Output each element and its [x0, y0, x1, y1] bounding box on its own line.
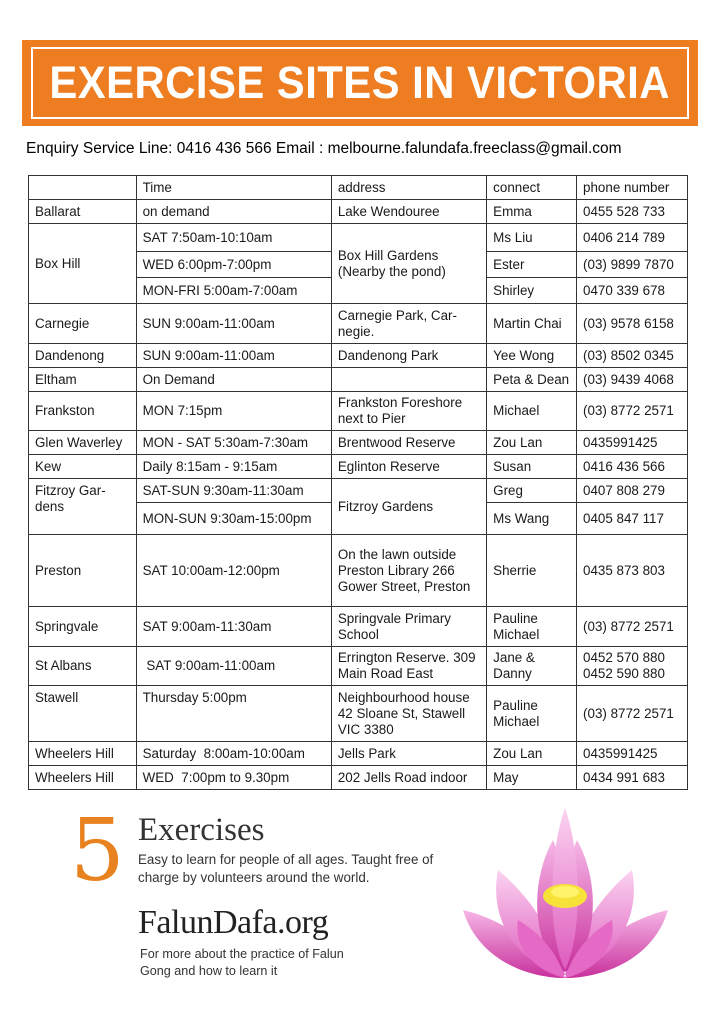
site-cell: Wheelers Hill [29, 742, 137, 766]
time-cell: SUN 9:00am-11:00am [136, 304, 331, 344]
site-cell: Kew [29, 455, 137, 479]
site-cell: St Albans [29, 647, 137, 686]
table-row [29, 344, 688, 368]
contact-cell: Susan [487, 455, 577, 479]
phone-cell: 0405 847 117 [577, 503, 688, 535]
phone-cell: (03) 8502 0345 [577, 344, 688, 368]
title-banner [22, 40, 698, 126]
contact-cell: Peta & Dean [487, 368, 577, 392]
table-row [29, 607, 688, 647]
title-banner-border [31, 47, 689, 119]
falundafa-site-description: For more about the practice of Falun Gong and how to learn it [140, 947, 344, 978]
phone-cell: 0435 873 803 [577, 535, 688, 607]
address-cell: Fitzroy Gardens [331, 479, 486, 535]
contact-cell: Ester [487, 252, 577, 278]
table-row [29, 224, 688, 252]
contact-cell: Sherrie [487, 535, 577, 607]
contact-cell: Zou Lan [487, 742, 577, 766]
site-cell: Springvale [29, 607, 137, 647]
table-row [29, 535, 688, 607]
address-cell: Neighbourhood house 42 Sloane St, Stawell VIC 3380 [331, 686, 486, 742]
phone-cell: 0435991425 [577, 431, 688, 455]
address-cell: Eglinton Reserve [331, 455, 486, 479]
site-cell: Box Hill [29, 224, 137, 304]
address-cell: Errington Reserve. 309 Main Road East [331, 647, 486, 686]
time-cell: On Demand [136, 368, 331, 392]
site-cell: Frankston [29, 392, 137, 431]
site-cell: Glen Waverley [29, 431, 137, 455]
time-cell: MON 7:15pm [136, 392, 331, 431]
phone-cell: 0435991425 [577, 742, 688, 766]
site-cell: Dandenong [29, 344, 137, 368]
table-row [29, 304, 688, 344]
phone-cell: (03) 9439 4068 [577, 368, 688, 392]
table-row [29, 479, 688, 503]
table-row [29, 455, 688, 479]
header-cell: Time [136, 176, 331, 200]
contact-cell: Greg [487, 479, 577, 503]
time-cell: SAT 7:50am-10:10am [136, 224, 331, 252]
address-cell: Frankston Foreshore next to Pier [331, 392, 486, 431]
table-row [29, 431, 688, 455]
address-cell: Dandenong Park [331, 344, 486, 368]
time-cell: SAT 9:00am-11:30am [136, 607, 331, 647]
phone-cell: 0452 570 880 0452 590 880 [577, 647, 688, 686]
phone-cell: 0416 436 566 [577, 455, 688, 479]
contact-cell: Emma [487, 200, 577, 224]
time-cell: MON - SAT 5:30am-7:30am [136, 431, 331, 455]
contact-cell: Ms Wang [487, 503, 577, 535]
contact-cell: Pauline Michael [487, 607, 577, 647]
contact-cell: Zou Lan [487, 431, 577, 455]
phone-cell: 0406 214 789 [577, 224, 688, 252]
time-cell: MON-SUN 9:30am-15:00pm [136, 503, 331, 535]
phone-cell: 0470 339 678 [577, 278, 688, 304]
table-row [29, 742, 688, 766]
phone-cell: 0455 528 733 [577, 200, 688, 224]
enquiry-line: Enquiry Service Line: 0416 436 566 Email : melbourne.falundafa.freeclass@gmail.com [26, 140, 622, 157]
contact-cell: Pauline Michael [487, 686, 577, 742]
time-cell: SAT-SUN 9:30am-11:30am [136, 479, 331, 503]
time-cell: Daily 8:15am - 9:15am [136, 455, 331, 479]
page-title: EXERCISE SITES IN VICTORIA [49, 57, 671, 108]
time-cell: Saturday 8:00am-10:00am [136, 742, 331, 766]
contact-cell: Shirley [487, 278, 577, 304]
phone-cell: (03) 8772 2571 [577, 607, 688, 647]
time-cell: WED 6:00pm-7:00pm [136, 252, 331, 278]
table-row [29, 686, 688, 742]
table-row [29, 647, 688, 686]
contact-cell: May [487, 766, 577, 790]
phone-cell: (03) 8772 2571 [577, 686, 688, 742]
time-cell: WED 7:00pm to 9.30pm [136, 766, 331, 790]
phone-cell: 0407 808 279 [577, 479, 688, 503]
time-cell: MON-FRI 5:00am-7:00am [136, 278, 331, 304]
contact-cell: Michael [487, 392, 577, 431]
contact-cell: Yee Wong [487, 344, 577, 368]
time-cell: SUN 9:00am-11:00am [136, 344, 331, 368]
time-cell: Thursday 5:00pm [136, 686, 331, 742]
address-cell: Brentwood Reserve [331, 431, 486, 455]
site-cell: Stawell [29, 686, 137, 742]
header-cell: connect [487, 176, 577, 200]
address-cell: 202 Jells Road indoor [331, 766, 486, 790]
time-cell: SAT 9:00am-11:00am [136, 647, 331, 686]
site-cell: Ballarat [29, 200, 137, 224]
contact-cell: Jane & Danny [487, 647, 577, 686]
table-row [29, 766, 688, 790]
time-cell: SAT 10:00am-12:00pm [136, 535, 331, 607]
table-row [29, 200, 688, 224]
address-cell: Box Hill Gardens (Nearby the pond) [331, 224, 486, 304]
phone-cell: (03) 9578 6158 [577, 304, 688, 344]
table-row [29, 392, 688, 431]
address-cell: Lake Wendouree [331, 200, 486, 224]
time-cell: on demand [136, 200, 331, 224]
address-cell: Springvale Primary School [331, 607, 486, 647]
lotus-flower-icon [458, 800, 673, 990]
header-cell: address [331, 176, 486, 200]
site-cell: Eltham [29, 368, 137, 392]
phone-cell: (03) 8772 2571 [577, 392, 688, 431]
exercises-description: Easy to learn for people of all ages. Taught free of charge by volunteers around the world. [138, 852, 434, 885]
site-cell: Fitzroy Gar-dens [29, 479, 137, 535]
table-row [29, 368, 688, 392]
address-cell: On the lawn outside Preston Library 266 Gower Street, Preston [331, 535, 486, 607]
site-cell: Wheelers Hill [29, 766, 137, 790]
contact-cell: Ms Liu [487, 224, 577, 252]
phone-cell: 0434 991 683 [577, 766, 688, 790]
site-cell: Carnegie [29, 304, 137, 344]
exercises-title: Exercises [138, 812, 265, 848]
phone-cell: (03) 9899 7870 [577, 252, 688, 278]
falundafa-site-title: FalunDafa.org [138, 904, 329, 941]
header-cell [29, 176, 137, 200]
site-cell: Preston [29, 535, 137, 607]
address-cell: Jells Park [331, 742, 486, 766]
contact-cell: Martin Chai [487, 304, 577, 344]
address-cell [331, 368, 486, 392]
table-header-row [29, 176, 688, 200]
header-cell: phone number [577, 176, 688, 200]
address-cell: Carnegie Park, Car-negie. [331, 304, 486, 344]
sites-table [28, 175, 688, 790]
five-numeral: 5 [70, 801, 125, 901]
